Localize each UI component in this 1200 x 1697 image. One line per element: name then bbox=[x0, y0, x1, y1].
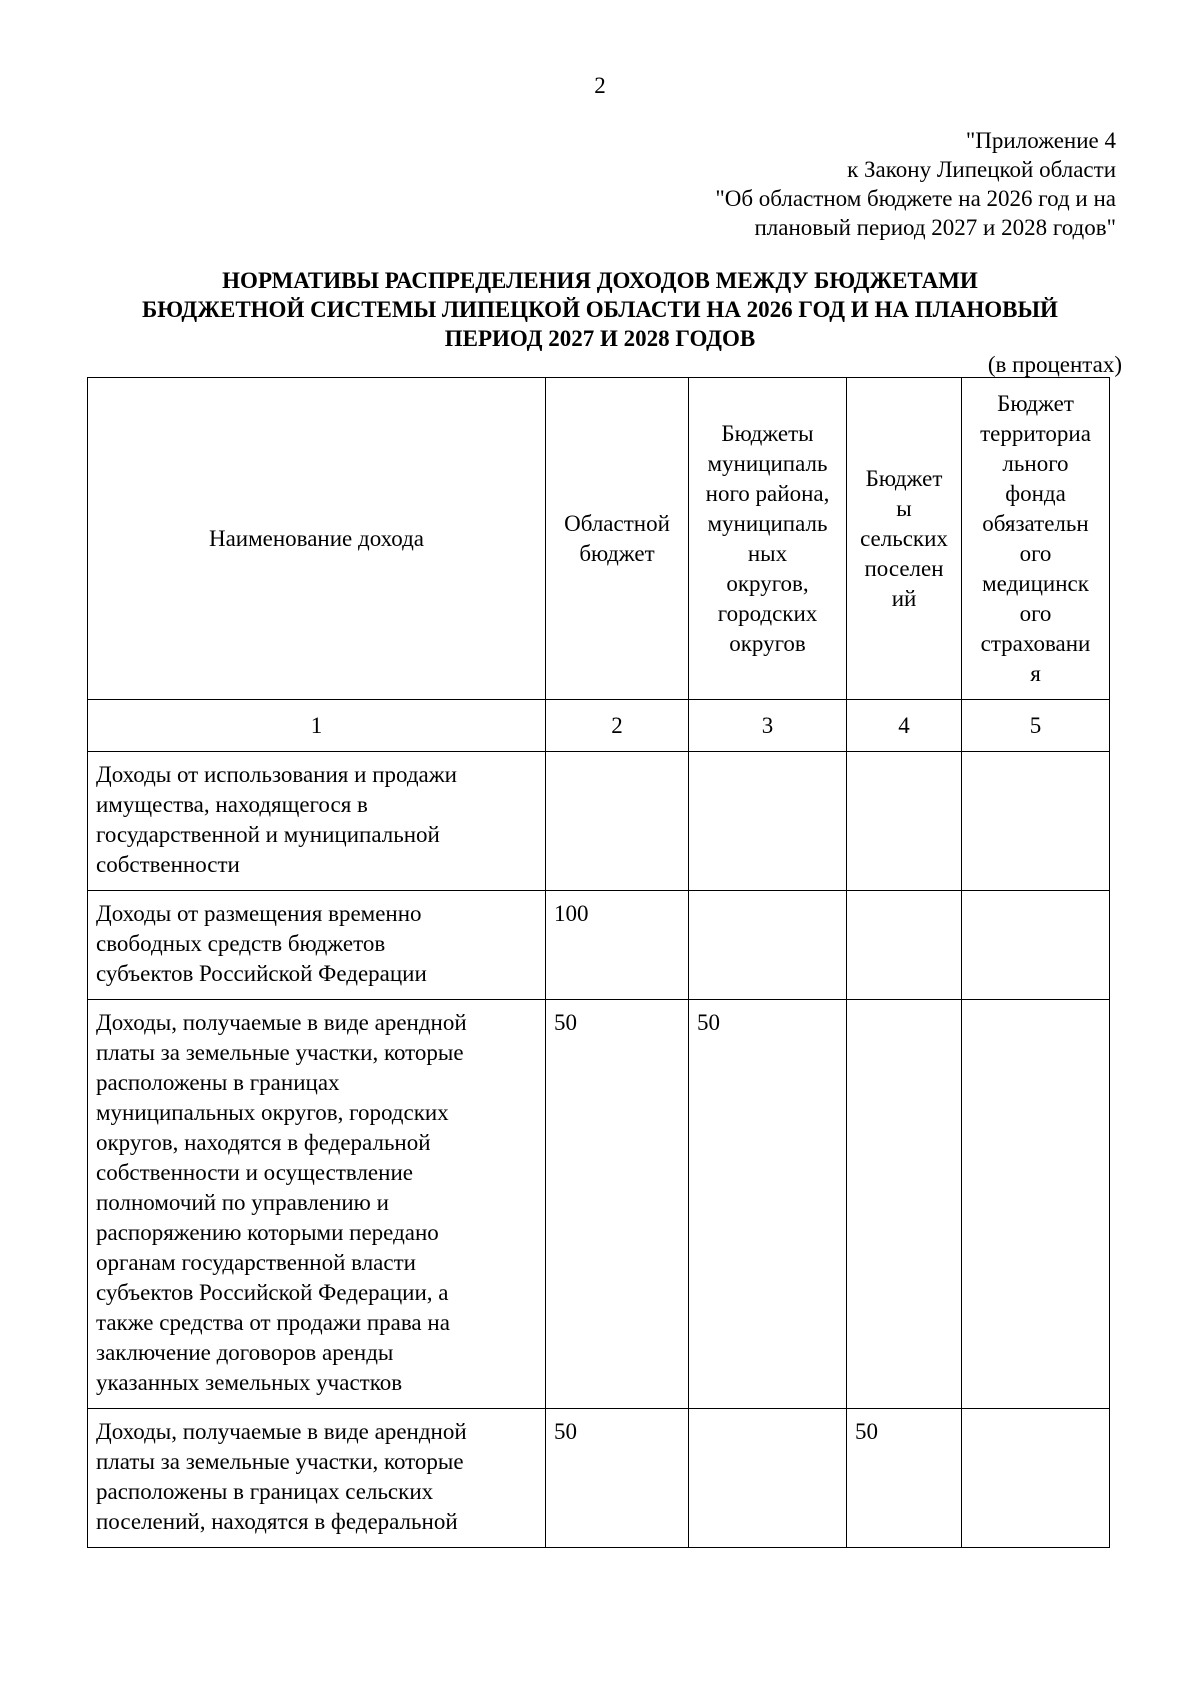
column-header-2 bbox=[546, 378, 689, 700]
column-header-line: округов bbox=[729, 630, 806, 656]
income-name-line: органам государственной власти bbox=[96, 1250, 416, 1275]
column-header-line: ных bbox=[747, 540, 788, 566]
norm-value-col-2: 50 bbox=[546, 1409, 689, 1548]
table-row bbox=[88, 752, 1110, 891]
column-number-5: 5 bbox=[962, 700, 1110, 752]
column-header-line: сельских bbox=[860, 525, 948, 551]
income-name-line: Доходы, получаемые в виде арендной bbox=[96, 1010, 467, 1035]
column-header-5 bbox=[962, 378, 1110, 700]
table-row bbox=[88, 1000, 1110, 1409]
norm-value-col-5 bbox=[962, 1000, 1110, 1409]
column-header-line: ы bbox=[896, 495, 912, 521]
norm-value-col-5 bbox=[962, 891, 1110, 1000]
income-name-line: Доходы от размещения временно bbox=[96, 901, 422, 926]
column-header-line: фонда bbox=[1005, 480, 1066, 506]
document-title bbox=[90, 266, 1110, 353]
column-header-line: Бюджет bbox=[865, 465, 943, 491]
column-header-line: ий bbox=[891, 585, 917, 611]
income-name-line: округов, находятся в федеральной bbox=[96, 1130, 431, 1155]
income-name-line: Доходы от использования и продажи bbox=[96, 762, 457, 787]
units-label: (в процентах) bbox=[987, 352, 1122, 377]
norm-value-col-2: 100 bbox=[546, 891, 689, 1000]
page-number: 2 bbox=[594, 73, 606, 98]
column-header-line: поселен bbox=[864, 555, 944, 581]
column-header-line: муниципаль bbox=[707, 450, 828, 476]
norm-value-col-3 bbox=[689, 891, 847, 1000]
income-name-line: заключение договоров аренды bbox=[96, 1340, 394, 1365]
income-name-cell bbox=[88, 752, 546, 891]
norm-value-col-4: 50 bbox=[847, 1409, 962, 1548]
title-line: НОРМАТИВЫ РАСПРЕДЕЛЕНИЯ ДОХОДОВ МЕЖДУ БЮДЖЕТАМИ bbox=[222, 268, 978, 293]
income-name-line: расположены в границах bbox=[96, 1070, 340, 1095]
column-header-line: я bbox=[1030, 660, 1041, 686]
appendix-line: "Приложение 4 bbox=[965, 128, 1116, 153]
column-header-line: обязательн bbox=[982, 510, 1089, 536]
income-name-cell bbox=[88, 891, 546, 1000]
column-number-4: 4 bbox=[847, 700, 962, 752]
column-header-line: бюджет bbox=[579, 540, 655, 566]
income-name-line: платы за земельные участки, которые bbox=[96, 1449, 464, 1474]
column-number-2: 2 bbox=[546, 700, 689, 752]
income-name-line: муниципальных округов, городских bbox=[96, 1100, 449, 1125]
column-header-line: ого bbox=[1019, 540, 1052, 566]
column-number-3: 3 bbox=[689, 700, 847, 752]
income-norms-table bbox=[87, 377, 1110, 1548]
column-header-line: ого bbox=[1019, 600, 1052, 626]
norm-value-col-5 bbox=[962, 752, 1110, 891]
norm-value-col-3 bbox=[689, 752, 847, 891]
income-name-line: также средства от продажи права на bbox=[96, 1310, 450, 1335]
income-name-line: собственности bbox=[96, 852, 240, 877]
income-name-line: имущества, находящегося в bbox=[96, 792, 368, 817]
column-header-line: медицинск bbox=[982, 570, 1089, 596]
column-header-3 bbox=[689, 378, 847, 700]
income-name-line: собственности и осуществление bbox=[96, 1160, 413, 1185]
appendix-line: "Об областном бюджете на 2026 год и на bbox=[715, 186, 1116, 211]
column-number-row bbox=[88, 700, 1110, 752]
norm-value-col-2: 50 bbox=[546, 1000, 689, 1409]
income-name-line: Доходы, получаемые в виде арендной bbox=[96, 1419, 467, 1444]
income-name-line: государственной и муниципальной bbox=[96, 822, 440, 847]
income-name-cell bbox=[88, 1000, 546, 1409]
income-name-line: распоряжению которыми передано bbox=[96, 1220, 439, 1245]
appendix-reference bbox=[516, 126, 1116, 242]
income-name-line: субъектов Российской Федерации bbox=[96, 961, 427, 986]
income-name-line: указанных земельных участков bbox=[96, 1370, 403, 1395]
norm-value-col-3: 50 bbox=[689, 1000, 847, 1409]
column-header-line: Наименование дохода bbox=[208, 525, 425, 551]
column-header-line: Областной bbox=[564, 510, 670, 536]
norm-value-col-4 bbox=[847, 1000, 962, 1409]
header-row bbox=[88, 378, 1110, 700]
column-header-line: округов, bbox=[726, 570, 809, 596]
column-header-4 bbox=[847, 378, 962, 700]
table-row bbox=[88, 1409, 1110, 1548]
appendix-line: плановый период 2027 и 2028 годов" bbox=[754, 215, 1116, 240]
norm-value-col-3 bbox=[689, 1409, 847, 1548]
income-name-line: расположены в границах сельских bbox=[96, 1479, 434, 1504]
title-line: БЮДЖЕТНОЙ СИСТЕМЫ ЛИПЕЦКОЙ ОБЛАСТИ НА 2026 ГОД И НА ПЛАНОВЫЙ bbox=[142, 297, 1058, 322]
income-name-cell bbox=[88, 1409, 546, 1548]
table-row bbox=[88, 891, 1110, 1000]
norm-value-col-2 bbox=[546, 752, 689, 891]
income-name-line: платы за земельные участки, которые bbox=[96, 1040, 464, 1065]
appendix-line: к Закону Липецкой области bbox=[847, 157, 1116, 182]
norm-value-col-4 bbox=[847, 891, 962, 1000]
income-name-line: субъектов Российской Федерации, а bbox=[96, 1280, 449, 1305]
income-name-line: поселений, находятся в федеральной bbox=[96, 1509, 458, 1534]
income-name-line: свободных средств бюджетов bbox=[96, 931, 386, 956]
column-header-1 bbox=[88, 378, 546, 700]
income-name-line: полномочий по управлению и bbox=[96, 1190, 389, 1215]
column-header-line: Бюджет bbox=[997, 390, 1074, 416]
norm-value-col-5 bbox=[962, 1409, 1110, 1548]
column-number-1: 1 bbox=[88, 700, 546, 752]
column-header-line: страховани bbox=[980, 630, 1091, 656]
column-header-line: льного bbox=[1002, 450, 1069, 476]
title-line: ПЕРИОД 2027 И 2028 ГОДОВ bbox=[444, 326, 756, 351]
column-header-line: Бюджеты bbox=[721, 420, 814, 446]
column-header-line: ного района, bbox=[705, 480, 830, 506]
column-header-line: муниципаль bbox=[707, 510, 828, 536]
norm-value-col-4 bbox=[847, 752, 962, 891]
column-header-line: территориа bbox=[980, 420, 1091, 446]
column-header-line: городских bbox=[717, 600, 818, 626]
